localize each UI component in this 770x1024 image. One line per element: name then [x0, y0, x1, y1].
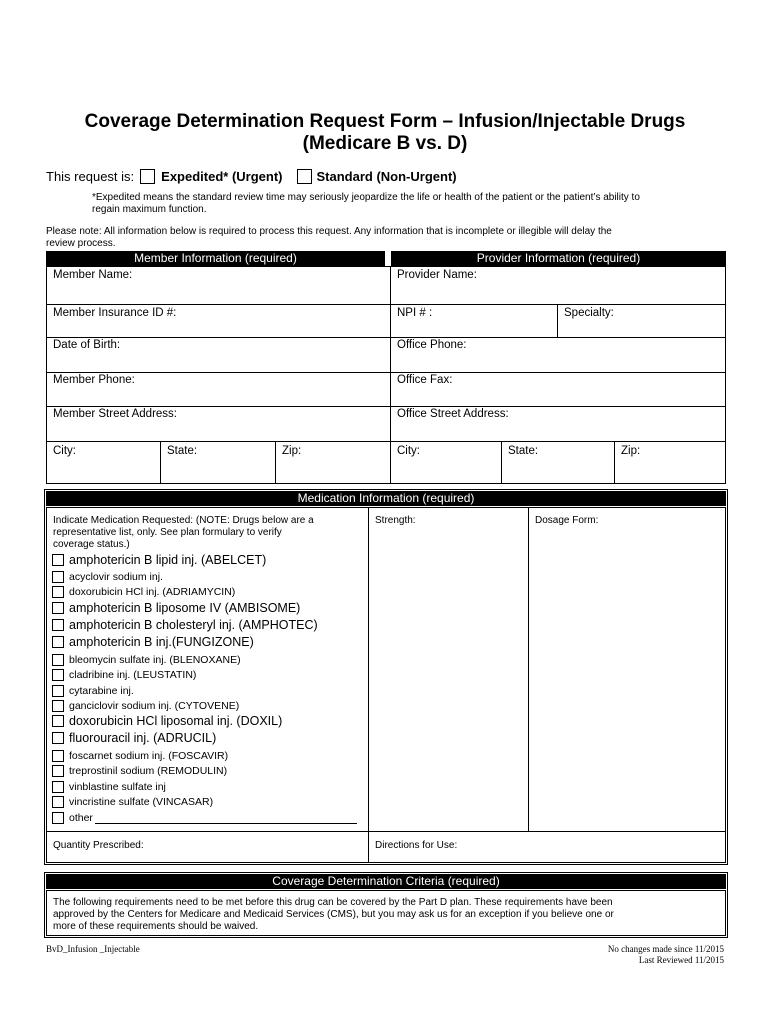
member-name-field[interactable]: Member Name: — [53, 269, 133, 281]
member-zip-field[interactable]: Zip: — [282, 445, 302, 457]
specialty-field[interactable]: Specialty: — [564, 307, 614, 319]
drug-checkbox[interactable] — [52, 619, 64, 631]
drug-label: cytarabine inj. — [69, 685, 134, 697]
drug-option[interactable] — [52, 553, 266, 567]
drug-label: amphotericin B lipid inj. (ABELCET) — [69, 553, 267, 567]
provider-state-field[interactable]: State: — [508, 445, 539, 457]
drug-option[interactable] — [52, 669, 196, 681]
provider-name-field[interactable]: Provider Name: — [397, 269, 477, 281]
drug-label: doxorubicin HCl liposomal inj. (DOXIL) — [69, 714, 283, 728]
criteria-text-1: The following requirements need to be met before this drug can be covered by the Part D plan. These requirements have been — [53, 897, 613, 908]
drug-checkbox[interactable] — [52, 715, 64, 727]
date-of-birth-field[interactable]: Date of Birth: — [53, 339, 121, 351]
drug-checkbox[interactable] — [52, 571, 64, 583]
drug-option[interactable] — [52, 635, 254, 649]
drug-option[interactable] — [52, 750, 228, 762]
drug-label: other — [69, 812, 93, 824]
drug-label: amphotericin B liposome IV (AMBISOME) — [69, 601, 301, 615]
quantity-prescribed-field[interactable]: Quantity Prescribed: — [53, 840, 144, 851]
expedited-checkbox[interactable] — [140, 169, 155, 184]
drug-label: treprostinil sodium (REMODULIN) — [69, 765, 228, 777]
drug-label: bleomycin sulfate inj. (BLENOXANE) — [69, 654, 241, 666]
drug-option[interactable] — [52, 618, 318, 632]
provider-zip-field[interactable]: Zip: — [621, 445, 641, 457]
drug-checkbox[interactable] — [52, 700, 64, 712]
form-title-line1: Coverage Determination Request Form – Infusion/Injectable Drugs — [84, 111, 686, 132]
provider-city-field[interactable]: City: — [397, 445, 420, 457]
drug-label: foscarnet sodium inj. (FOSCAVIR) — [69, 750, 229, 762]
drug-option[interactable] — [52, 781, 166, 793]
please-note-2: review process. — [46, 238, 116, 249]
indicate-medication-line2: representative list, only. See plan formulary to verify — [53, 527, 282, 538]
drug-label: doxorubicin HCl inj. (ADRIAMYCIN) — [69, 586, 236, 598]
drug-option[interactable] — [52, 731, 216, 745]
footer-no-changes: No changes made since 11/2015 — [607, 944, 724, 954]
indicate-medication-line3: coverage status.) — [53, 539, 130, 550]
office-phone-field[interactable]: Office Phone: — [397, 339, 467, 351]
member-city-field[interactable]: City: — [53, 445, 76, 457]
drug-checkbox[interactable] — [52, 669, 64, 681]
drug-checkbox[interactable] — [52, 636, 64, 648]
drug-checkbox[interactable] — [52, 750, 64, 762]
standard-checkbox[interactable] — [297, 169, 312, 184]
strength-field[interactable]: Strength: — [375, 515, 416, 526]
drug-label: cladribine inj. (LEUSTATIN) — [69, 669, 197, 681]
drug-checkbox[interactable] — [52, 765, 64, 777]
npi-field[interactable]: NPI # : — [397, 307, 433, 319]
member-state-field[interactable]: State: — [167, 445, 198, 457]
drug-label: ganciclovir sodium inj. (CYTOVENE) — [69, 700, 240, 712]
drug-label: vinblastine sulfate inj — [69, 781, 166, 793]
drug-checkbox[interactable] — [52, 796, 64, 808]
member-info-header: Member Information (required) — [46, 251, 385, 266]
member-street-address-field[interactable]: Member Street Address: — [53, 408, 177, 420]
criteria-text-3: more of these requirements should be waived. — [53, 921, 259, 932]
request-type-row — [46, 169, 457, 184]
drug-option[interactable] — [52, 601, 300, 615]
criteria-text-2: approved by the Centers for Medicare and Medicaid Services (CMS), but you may ask us for an exception if you believe one or — [53, 909, 614, 920]
other-drug-line[interactable] — [95, 823, 357, 824]
member-phone-field[interactable]: Member Phone: — [53, 374, 135, 386]
provider-info-header: Provider Information (required) — [391, 251, 726, 266]
criteria-header: Coverage Determination Criteria (required) — [46, 874, 726, 889]
directions-for-use-field[interactable]: Directions for Use: — [375, 840, 458, 851]
member-insurance-id-field[interactable]: Member Insurance ID #: — [53, 307, 177, 319]
standard-label: Standard (Non-Urgent) — [316, 169, 457, 184]
footer-form-id: BvD_Infusion _Injectable — [46, 944, 140, 954]
form-title-line2: (Medicare B vs. D) — [302, 133, 468, 154]
please-note-1: Please note: All information below is required to process this request. Any information that is incomplete or illegible will delay the — [46, 226, 612, 237]
drug-label: vincristine sulfate (VINCASAR) — [69, 796, 214, 808]
drug-option[interactable] — [52, 796, 213, 808]
expedited-label: Expedited* (Urgent) — [161, 169, 283, 184]
drug-option[interactable] — [52, 700, 239, 712]
drug-option[interactable] — [52, 586, 235, 598]
drug-checkbox[interactable] — [52, 685, 64, 697]
drug-checkbox[interactable] — [52, 586, 64, 598]
drug-checkbox[interactable] — [52, 554, 64, 566]
dosage-form-field[interactable]: Dosage Form: — [535, 515, 599, 526]
drug-option[interactable] — [52, 654, 241, 666]
drug-label: fluorouracil inj. (ADRUCIL) — [69, 731, 217, 745]
office-street-address-field[interactable]: Office Street Address: — [397, 408, 509, 420]
drug-label: amphotericin B cholesteryl inj. (AMPHOTEC) — [69, 618, 318, 632]
indicate-medication-line1: Indicate Medication Requested: (NOTE: Drugs below are a — [53, 515, 314, 526]
drug-option[interactable] — [52, 714, 282, 728]
drug-checkbox[interactable] — [52, 602, 64, 614]
drug-checkbox[interactable] — [52, 654, 64, 666]
drug-option[interactable] — [52, 685, 134, 697]
drug-label: amphotericin B inj.(FUNGIZONE) — [69, 635, 254, 649]
request-is-label: This request is: — [46, 169, 135, 184]
drug-option[interactable] — [52, 765, 227, 777]
expedited-note-2: regain maximum function. — [92, 204, 207, 215]
footer-last-reviewed: Last Reviewed 11/2015 — [638, 955, 724, 965]
drug-label: acyclovir sodium inj. — [69, 571, 163, 583]
drug-checkbox[interactable] — [52, 781, 64, 793]
drug-option-other[interactable] — [52, 812, 93, 824]
drug-checkbox[interactable] — [52, 732, 64, 744]
drug-option[interactable] — [52, 571, 163, 583]
drug-checkbox[interactable] — [52, 812, 64, 824]
expedited-note-1: *Expedited means the standard review time may seriously jeopardize the life or health of the patient or the patient’s ability to — [92, 192, 640, 203]
medication-info-header: Medication Information (required) — [46, 491, 726, 506]
office-fax-field[interactable]: Office Fax: — [397, 374, 453, 386]
